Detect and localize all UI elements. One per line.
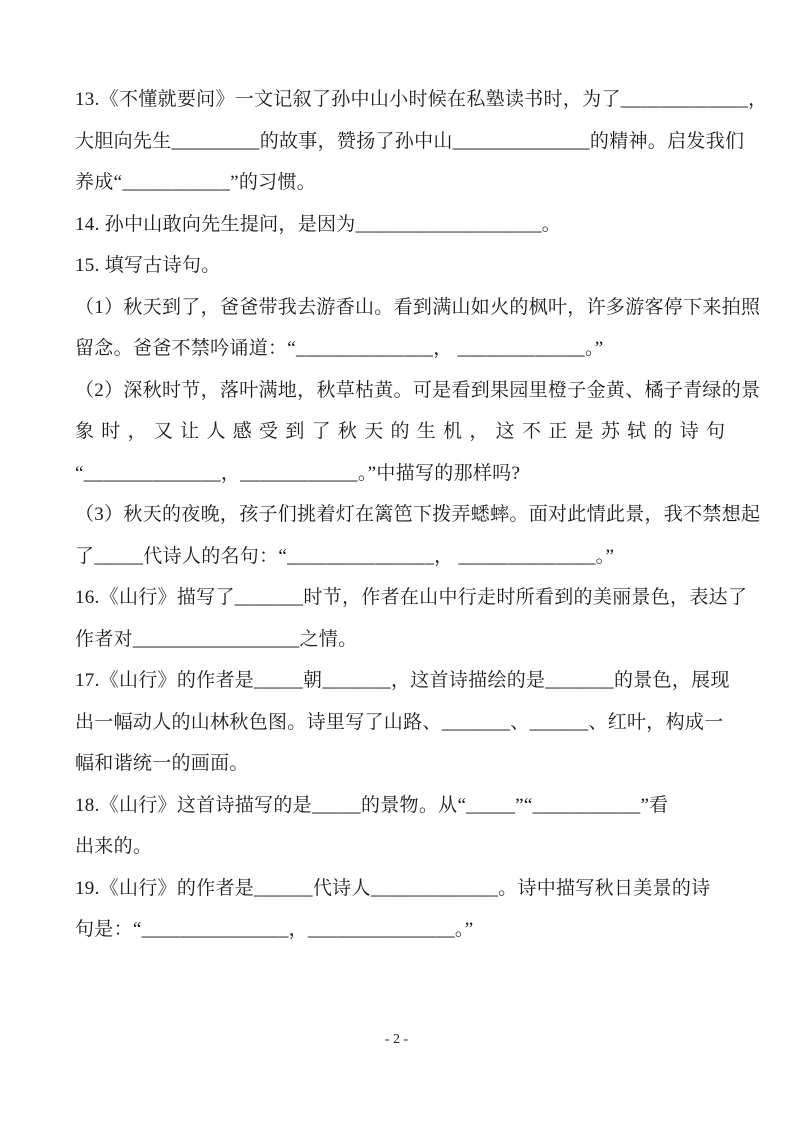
question-15-item-2-line-1: （2）深秋时节，落叶满地，秋草枯黄。可是看到果园里橙子金黄、橘子青绿的景 [75,379,761,401]
question-17-line-3: 幅和谐统一的画面。 [75,753,249,774]
question-17-line-1: 17.《山行》的作者是_____朝_______，这首诗描绘的是_______的景色，展现 [75,670,730,691]
question-15-item-3-line-2: 了_____代诗人的名句：“_______________， ______________。” [75,545,615,567]
page-number: - 2 - [384,1032,409,1047]
question-18-line-1: 18.《山行》这首诗描写的是_____的景物。从“_____”“___________”看 [75,794,669,816]
question-13-line-3: 养成“___________”的习惯。 [75,172,317,193]
question-15-intro: 15. 填写古诗句。 [75,255,221,276]
question-19-line-2: 句是：“_______________，_______________。” [75,919,474,940]
question-13-line-2: 大胆向先生_________的故事，赞扬了孙中山______________的精神。启发我们 [75,130,745,152]
worksheet-body [75,79,768,951]
question-15-item-2-line-2: 象时，又让人感受到了秋天的生机，这不正是苏轼的诗句 [75,421,727,442]
question-15-item-2-line-3: “______________，____________。”中描写的那样吗? [75,462,521,484]
question-16-line-1: 16.《山行》描写了_______时节，作者在山中行走时所看到的美丽景色，表达了 [75,587,748,608]
question-19-line-1: 19.《山行》的作者是______代诗人_____________。诗中描写秋日美景的诗 [75,877,711,899]
question-18-line-2: 出来的。 [75,836,153,857]
question-17-line-2: 出一幅动人的山林秋色图。诗里写了山路、_______、______、红叶，构成一 [75,711,724,733]
question-13-line-1: 13.《不懂就要问》一文记叙了孙中山小时候在私塾读书时，为了_____________， [75,89,768,110]
question-15-item-1-line-2: 留念。爸爸不禁吟诵道：“______________， _____________。” [75,338,604,359]
question-16-line-2: 作者对_________________之情。 [75,628,358,650]
question-14-line-1: 14. 孙中山敢向先生提问，是因为___________________。 [75,213,562,235]
question-15-item-1-line-1: （1）秋天到了，爸爸带我去游香山。看到满山如火的枫叶，许多游客停下来拍照 [75,296,761,318]
question-15-item-3-line-1: （3）秋天的夜晚，孩子们挑着灯在篱笆下拨弄蟋蟀。面对此情此景，我不禁想起 [75,504,761,525]
